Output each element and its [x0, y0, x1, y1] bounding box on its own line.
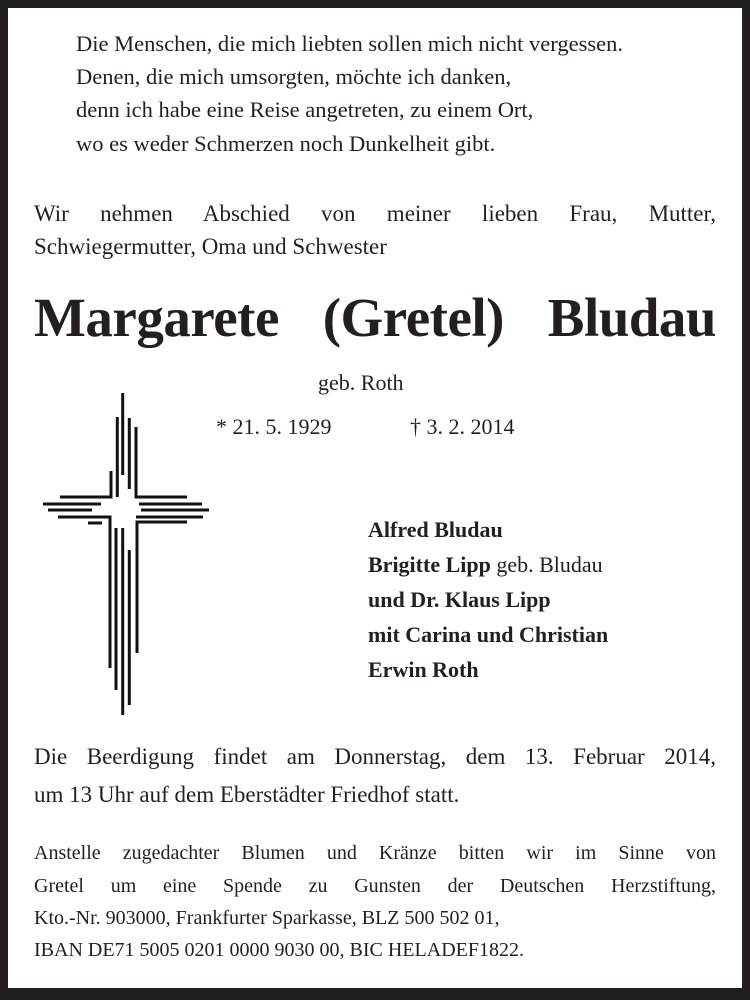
donation-line: Gretel um eine Spende zu Gunsten der Deutschen Herzstiftung,	[34, 875, 716, 897]
poem-line: Die Menschen, die mich liebten sollen mich nicht vergessen.	[76, 31, 623, 56]
deceased-name: Margarete (Gretel) Bludau	[34, 287, 716, 348]
funeral-line: um 13 Uhr auf dem Eberstädter Friedhof statt.	[34, 782, 460, 807]
family-member: Alfred Bludau	[368, 517, 503, 542]
funeral-line: Die Beerdigung findet am Donnerstag, dem 13. Februar 2014,	[34, 744, 716, 769]
poem-line: denn ich habe eine Reise angetreten, zu einem Ort,	[76, 97, 534, 122]
donation-line: IBAN DE71 5005 0201 0000 9030 00, BIC HELADEF1822.	[34, 939, 524, 961]
birth-name: geb. Roth	[318, 370, 404, 395]
poem-line: wo es weder Schmerzen noch Dunkelheit gibt.	[76, 131, 496, 156]
birth-date: * 21. 5. 1929	[216, 414, 332, 439]
poem-line: Denen, die mich umsorgten, möchte ich danken,	[76, 64, 512, 89]
death-date: † 3. 2. 2014	[410, 414, 515, 439]
farewell-line: Schwiegermutter, Oma und Schwester	[34, 234, 387, 259]
family-member: und Dr. Klaus Lipp	[368, 587, 551, 612]
donation-line: Anstelle zugedachter Blumen und Kränze bitten wir im Sinne von	[34, 842, 716, 864]
family-member: Brigitte Lipp geb. Bludau	[368, 552, 603, 577]
family-member: mit Carina und Christian	[368, 622, 609, 647]
farewell-line: Wir nehmen Abschied von meiner lieben Frau, Mutter,	[34, 201, 716, 226]
donation-line: Kto.-Nr. 903000, Frankfurter Sparkasse, BLZ 500 502 01,	[34, 907, 500, 929]
family-member: Erwin Roth	[368, 657, 479, 682]
obituary-notice	[8, 8, 742, 988]
cross-icon	[0, 0, 240, 740]
